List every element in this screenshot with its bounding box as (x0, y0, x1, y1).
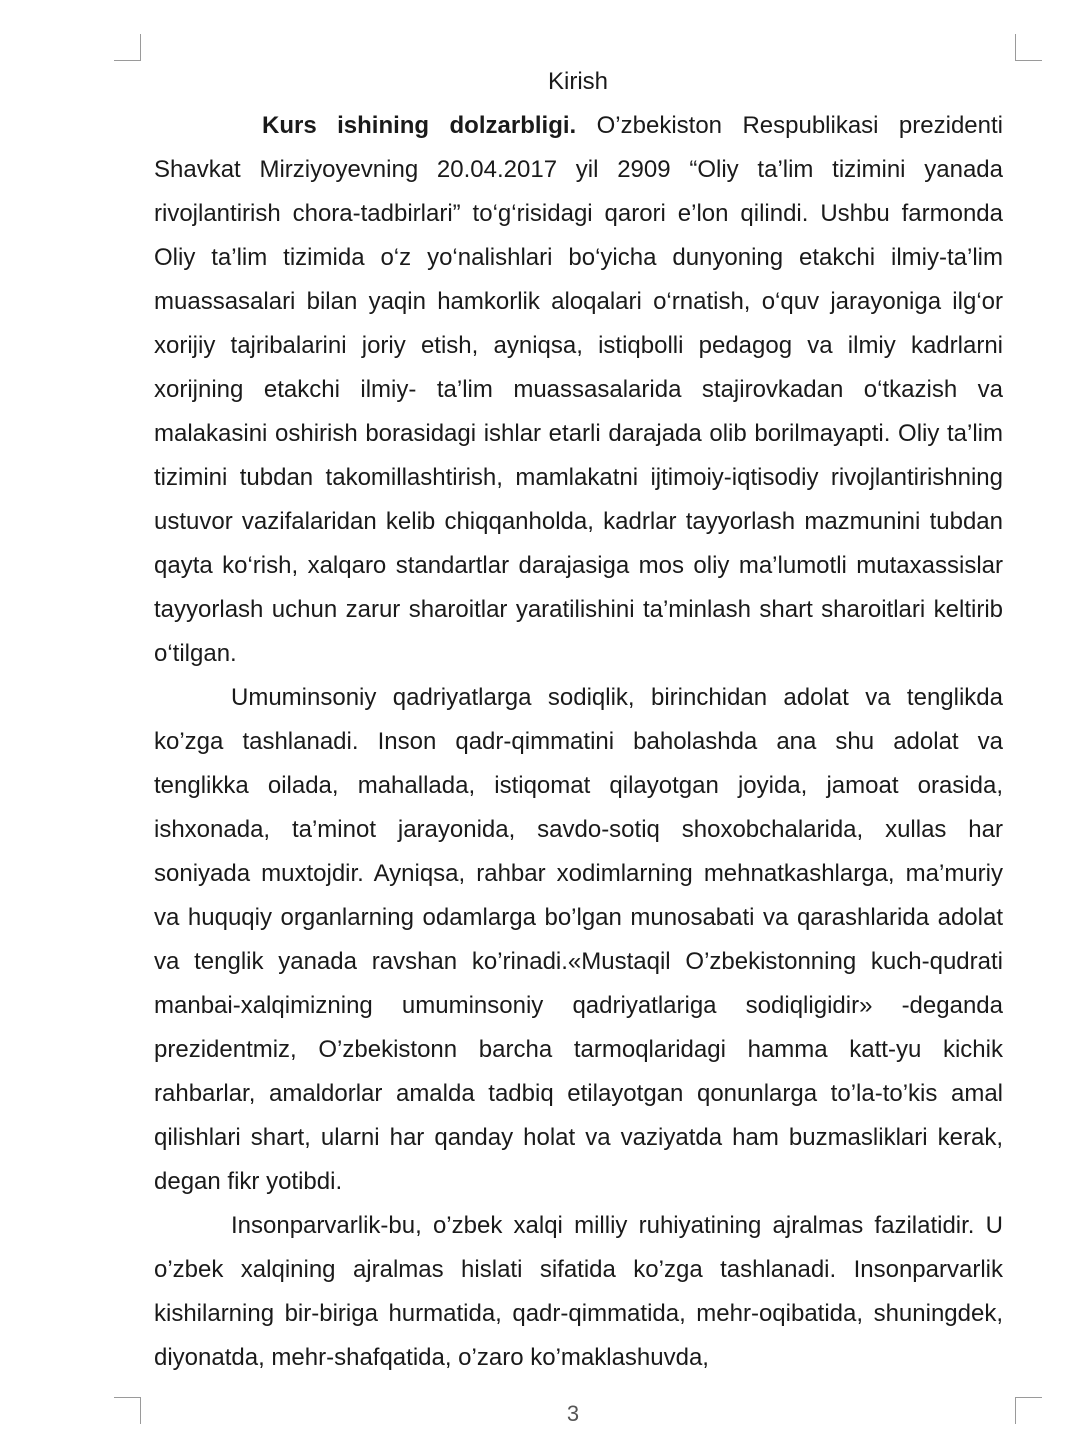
paragraph-text: Umuminsoniy qadriyatlarga sodiqlik, birinchidan adolat va tenglikda ko’zga tashlanadi. Inson qadr-qimmatini baholashda ana shu adolat va tenglikka oilada, mahallada, istiqomat qilayotgan joyida, jamoat orasida, ishxonada, ta’minot jarayonida, savdo-sotiq shoxobchalarida, xullas har soniyada muxtojdir. Ayniqsa, rahbar xodimlarning mehnatkashlarga, ma’muriy va huquqiy organlarning odamlarga bo’lgan munosabati va qarashlarida adolat va tenglik yanada ravshan ko’rinadi.«Mustaqil O’zbekistonning kuch-qudrati manbai-xalqimizning umuminsoniy qadriyatlariga sodiqligidir» -deganda prezidentmiz, O’zbekistonn barcha tarmoqlaridagi hamma katt-yu kichik rahbarlar, amaldorlar amalda tadbiq etilayotgan qonunlarga to’la-to’kis amal qilishlari shart, ularni har qanday holat va vaziyatda ham buzmasliklari kerak, degan fikr yotibdi. (154, 684, 1003, 1195)
paragraph-dolzarblik (154, 104, 1003, 676)
document-body (154, 104, 1003, 1380)
paragraph-insonparvarlik (154, 1204, 1003, 1380)
paragraph-text: Insonparvarlik-bu, o’zbek xalqi milliy ruhiyatining ajralmas fazilatidir. U o’zbek xalqining ajralmas hislati sifatida ko’zga tashlanadi. Insonparvarlik kishilarning bir-biriga hurmatida, qadr-qimmatida, mehr-oqibatida, shuningdek, diyonatda, mehr-shafqatida, o’zaro ko’maklashuvda, (154, 1212, 1003, 1371)
page-number: 3 (566, 1401, 580, 1426)
paragraph-umuminsoniy (154, 676, 1003, 1204)
paragraph-text: O’zbekiston Respublikasi prezidenti Shavkat Mirziyoyevning 20.04.2017 yil 2909 “Oliy ta’lim tizimini yanada rivojlantirish chora-tadbirlari” to‘g‘risidagi qarori e’lon qilindi. Ushbu farmonda Oliy ta’lim tizimida o‘z yo‘nalishlari bo‘yicha dunyoning etakchi ilmiy-ta’lim muassasalari bilan yaqin hamkorlik aloqalari o‘rnatish, o‘quv jarayoniga ilg‘or xorijiy tajribalarini joriy etish, ayniqsa, istiqbolli pedagog va ilmiy kadrlarni xorijning etakchi ilmiy- ta’lim muassasalarida stajirovkadan o‘tkazish va malakasini oshirish borasidagi ishlar etarli darajada olib borilmayapti. Oliy ta’lim tizimini tubdan takomillashtirish, mamlakatni ijtimoiy-iqtisodiy rivojlantirishning ustuvor vazifalaridan kelib chiqqanholda, kadrlar tayyorlash mazmunini tubdan qayta ko‘rish, xalqaro standartlar darajasiga mos oliy ma’lumotli mutaxassislar tayyorlash uchun zarur sharoitlar yaratilishini ta’minlash shart sharoitlari keltirib o‘tilgan. (154, 112, 1003, 667)
page-corner-mark-top-right (1015, 34, 1042, 61)
page-corner-mark-top-left (114, 34, 141, 61)
paragraph-lead-heading: Kurs ishining dolzarbligi. (262, 112, 577, 139)
page-title: Kirish (547, 68, 608, 95)
